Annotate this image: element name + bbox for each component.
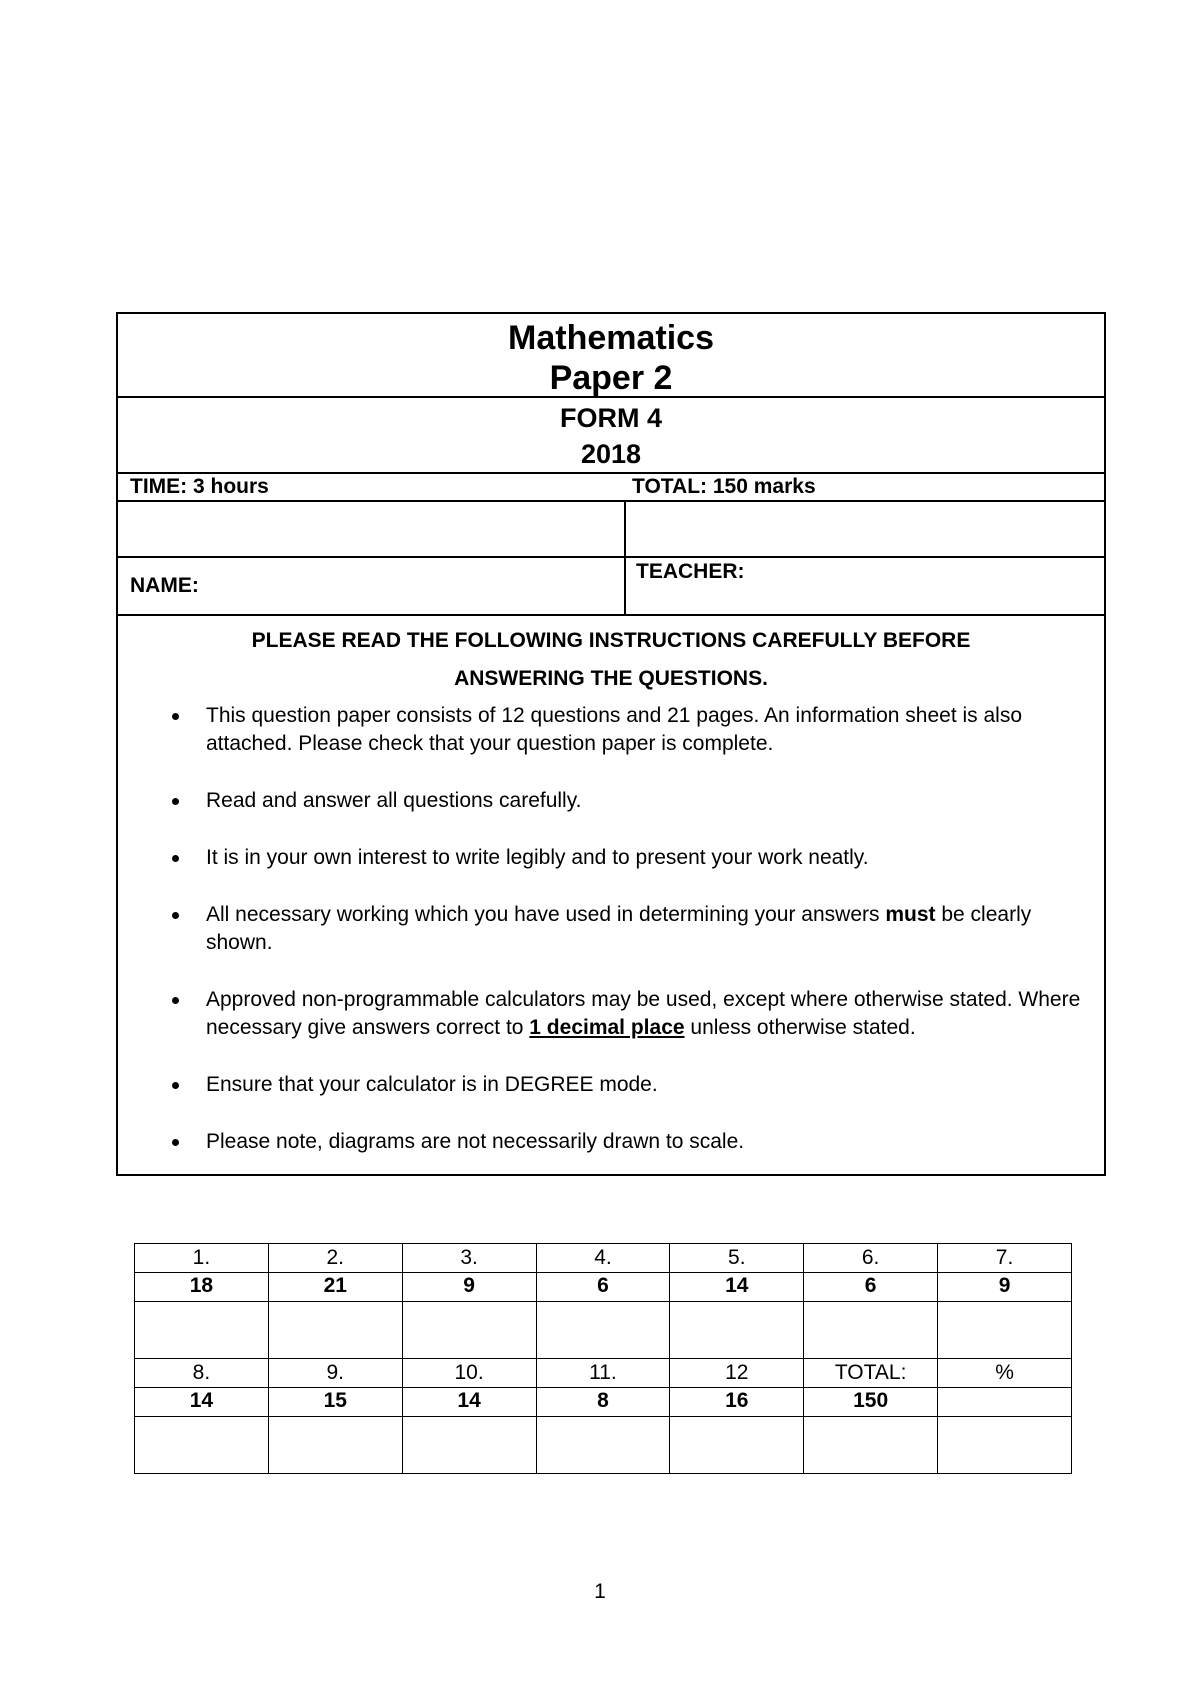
percent-header: %	[938, 1359, 1072, 1388]
blank-cell-right[interactable]	[626, 502, 1104, 558]
question-marks-row	[135, 1273, 1072, 1302]
marks-table	[134, 1243, 1072, 1474]
bullet-icon	[172, 1139, 179, 1146]
instruction-text-post: unless otherwise stated.	[684, 1016, 916, 1039]
score-cell[interactable]	[402, 1417, 536, 1474]
instructions-heading-line1: PLEASE READ THE FOLLOWING INSTRUCTIONS CAREFULLY BEFORE	[251, 629, 971, 652]
question-number-row	[135, 1359, 1072, 1388]
score-cell[interactable]	[402, 1302, 536, 1359]
time-total-row	[118, 474, 1104, 502]
instruction-item	[128, 844, 1094, 872]
time-label: TIME: 3 hours	[130, 475, 269, 498]
question-marks: 14	[135, 1388, 269, 1417]
score-cell[interactable]	[268, 1302, 402, 1359]
score-cell[interactable]	[804, 1302, 938, 1359]
question-number: 10.	[402, 1359, 536, 1388]
teacher-label: TEACHER:	[636, 560, 745, 583]
question-number: 1.	[135, 1244, 269, 1273]
instruction-item	[128, 986, 1094, 1042]
question-marks-row	[135, 1388, 1072, 1417]
form-row	[118, 398, 1104, 474]
question-number: 6.	[804, 1244, 938, 1273]
question-marks: 21	[268, 1273, 402, 1302]
bullet-icon	[172, 997, 179, 1004]
instruction-emphasis: must	[885, 903, 936, 926]
form-label: FORM 4	[559, 403, 662, 433]
question-number: 12	[670, 1359, 804, 1388]
score-entry-row	[135, 1302, 1072, 1359]
question-marks: 6	[536, 1273, 670, 1302]
score-cell[interactable]	[536, 1417, 670, 1474]
instruction-item	[128, 787, 1094, 815]
page-number: 1	[594, 1580, 606, 1603]
question-marks: 18	[135, 1273, 269, 1302]
question-marks: 8	[536, 1388, 670, 1417]
paper-title: Paper 2	[549, 359, 673, 397]
percent-marks	[938, 1388, 1072, 1417]
question-number: 4.	[536, 1244, 670, 1273]
name-label: NAME:	[130, 574, 199, 597]
instruction-item	[128, 1128, 1094, 1156]
total-label: TOTAL: 150 marks	[632, 475, 816, 498]
question-number: 11.	[536, 1359, 670, 1388]
score-entry-row	[135, 1417, 1072, 1474]
score-cell[interactable]	[938, 1302, 1072, 1359]
instruction-text-pre: Approved non-programmable calculators may be used, except where otherwise stated. Where necessary give answers correct to	[206, 988, 1081, 1039]
question-number: 3.	[402, 1244, 536, 1273]
blank-cell-left[interactable]	[118, 502, 626, 558]
bullet-icon	[172, 798, 179, 805]
instruction-text: This question paper consists of 12 questions and 21 pages. An information sheet is also attached. Please check that your question paper is complete.	[206, 704, 1023, 755]
instruction-text-post: be clearly shown.	[206, 903, 1032, 954]
total-score-cell[interactable]	[804, 1417, 938, 1474]
name-teacher-grid	[118, 502, 1104, 616]
question-marks: 16	[670, 1388, 804, 1417]
instruction-text: It is in your own interest to write legibly and to present your work neatly.	[206, 846, 869, 869]
name-field[interactable]	[118, 558, 626, 614]
question-number: 7.	[938, 1244, 1072, 1273]
question-number: 2.	[268, 1244, 402, 1273]
instruction-item	[128, 702, 1094, 758]
score-cell[interactable]	[670, 1417, 804, 1474]
instructions-heading-line2: ANSWERING THE QUESTIONS.	[454, 667, 768, 690]
instruction-text: Ensure that your calculator is in DEGREE mode.	[206, 1073, 658, 1096]
score-cell[interactable]	[135, 1302, 269, 1359]
bullet-icon	[172, 855, 179, 862]
score-cell[interactable]	[670, 1302, 804, 1359]
total-header: TOTAL:	[804, 1359, 938, 1388]
instruction-item	[128, 1071, 1094, 1099]
teacher-field[interactable]	[626, 558, 1104, 614]
title-row	[118, 314, 1104, 398]
question-marks: 9	[402, 1273, 536, 1302]
instruction-item	[128, 901, 1094, 957]
instruction-text: Please note, diagrams are not necessarily drawn to scale.	[206, 1130, 745, 1153]
instructions-list	[128, 702, 1094, 1156]
score-cell[interactable]	[135, 1417, 269, 1474]
question-number: 8.	[135, 1359, 269, 1388]
question-marks: 14	[402, 1388, 536, 1417]
subject-title: Mathematics	[508, 319, 714, 357]
instruction-text: Read and answer all questions carefully.	[206, 789, 582, 812]
question-marks: 14	[670, 1273, 804, 1302]
total-marks: 150	[804, 1388, 938, 1417]
question-number-row	[135, 1244, 1072, 1273]
exam-header-box	[116, 312, 1106, 1176]
bullet-icon	[172, 1082, 179, 1089]
question-marks: 9	[938, 1273, 1072, 1302]
score-cell[interactable]	[536, 1302, 670, 1359]
question-number: 5.	[670, 1244, 804, 1273]
score-cell[interactable]	[268, 1417, 402, 1474]
percent-score-cell[interactable]	[938, 1417, 1072, 1474]
instruction-emphasis: 1 decimal place	[529, 1016, 685, 1039]
bullet-icon	[172, 713, 179, 720]
bullet-icon	[172, 912, 179, 919]
question-marks: 6	[804, 1273, 938, 1302]
question-number: 9.	[268, 1359, 402, 1388]
instruction-text-pre: All necessary working which you have used in determining your answers	[206, 903, 886, 926]
year-label: 2018	[580, 439, 642, 469]
instructions-section	[118, 616, 1104, 1174]
question-marks: 15	[268, 1388, 402, 1417]
